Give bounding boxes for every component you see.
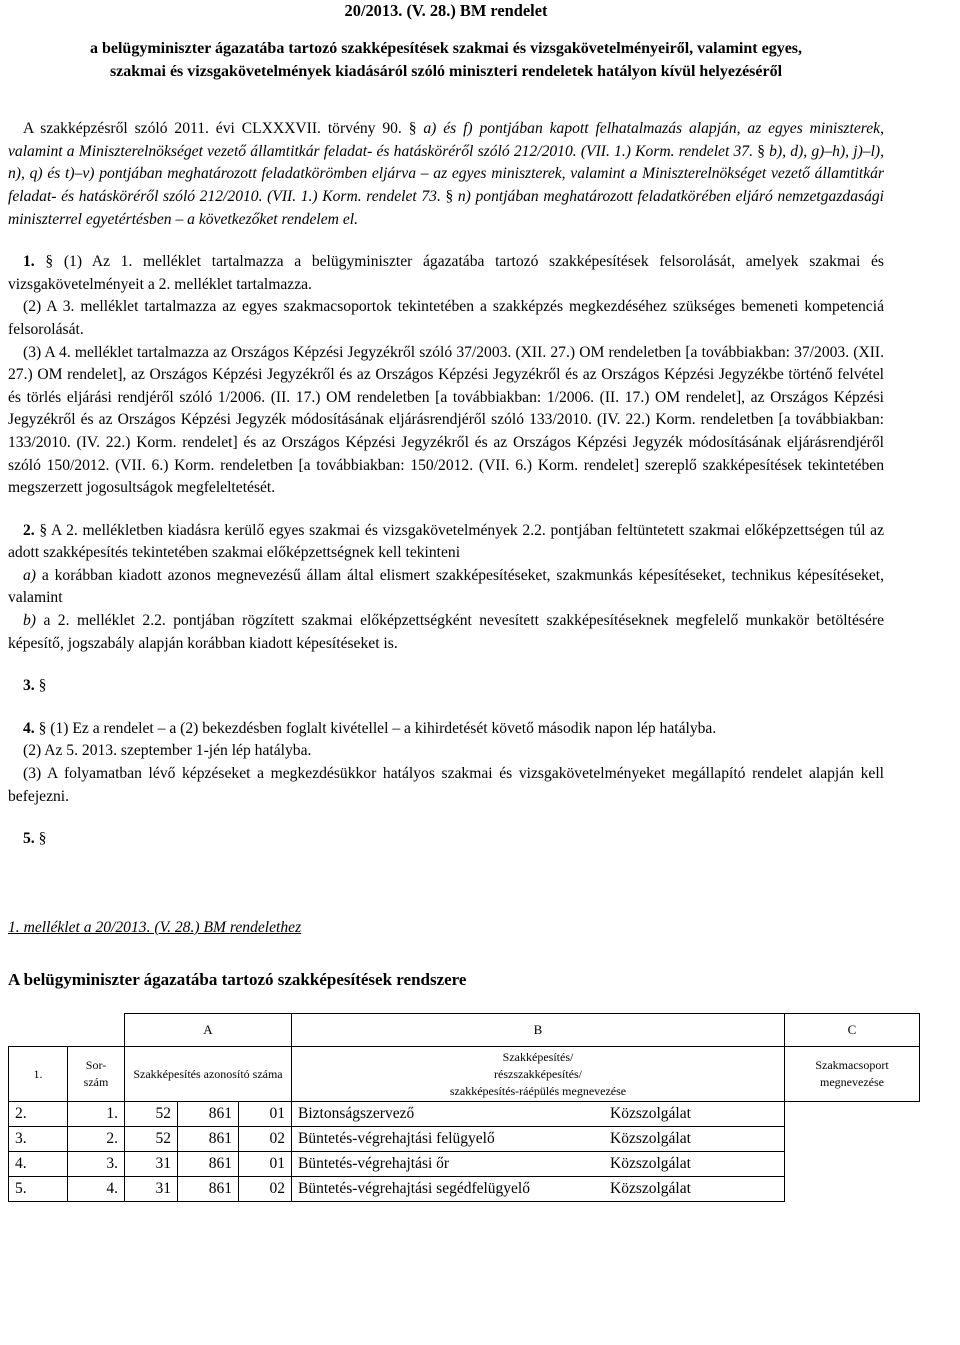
section-1-text-1: (1) Az 1. melléklet tartalmazza a belügyminiszter ágazatába tartozó szakképesítések felsorolását, amelyek szakmai és vizsgakövetelményeit a 2. melléklet tartalmazza. (8, 253, 884, 293)
document-page (8, 0, 889, 1202)
section-1-paragraph-2: (2) A 3. melléklet tartalmazza az egyes szakmacsoportok tekintetében a szakképzés megkezdéséhez szükséges bemeneti kompetenciá felsorolását. (8, 298, 884, 338)
id-part-1-cell: 52 (125, 1127, 178, 1152)
sorszam-cell: 2. (68, 1127, 125, 1152)
section-4-text-1: (1) Ez a rendelet – a (2) bekezdésben foglalt kivétellel – a kihirdetését követő második napon lép hatályba. (46, 719, 717, 737)
section-sign-link[interactable]: § (38, 677, 47, 695)
table-header-row (9, 1047, 920, 1102)
group-name-cell: Közszolgálat (604, 1127, 785, 1152)
id-part-3-cell: 02 (239, 1177, 292, 1202)
id-part-1-cell: 31 (125, 1177, 178, 1202)
id-part-2-cell: 861 (178, 1102, 239, 1127)
section-1-paragraph-1 (8, 251, 884, 296)
section-4-paragraph-2: (2) Az 5. 2013. szeptember 1-jén lép hatályba. (23, 742, 312, 760)
section-5-number: 5. (23, 830, 35, 848)
annex-link[interactable]: 1. melléklet a 20/2013. (V. 28.) BM rendelethez (8, 918, 302, 936)
section-sign-link[interactable]: § (408, 120, 417, 138)
qualification-name-cell: Büntetés-végrehajtási segédfelügyelő (292, 1177, 605, 1202)
section-2-point-b (8, 610, 884, 655)
section-2-text: A 2. mellékletben kiadásra kerülő egyes szakmai és vizsgakövetelmények 2.2. pontjában feltüntetett szakmai előképzettségen túl az adott szakképesítés tekintetében szakmai előképzettségnek kell tekinteni (8, 521, 884, 562)
qualification-name-cell: Büntetés-végrehajtási őr (292, 1152, 605, 1177)
id-part-2-cell: 861 (178, 1152, 239, 1177)
id-part-3-cell: 02 (239, 1127, 292, 1152)
table-body (9, 1102, 920, 1202)
preamble-paragraph (8, 118, 884, 231)
section-sign-link[interactable]: § (39, 521, 48, 539)
id-part-2-cell: 861 (178, 1127, 239, 1152)
row-number-cell: 4. (9, 1152, 68, 1177)
preamble-text-2: a) és f) pontjában kapott felhatalmazás alapján, az egyes miniszterek, valamint a Miniszterelnökséget vezető államtitkár feladat- és hatásköréről szóló 212/2010. (VII. 1.) Korm. rendelet 37. (8, 120, 884, 160)
preamble-text-4: n) pontjában meghatározott feladatkörében eljáró nemzetgazdasági miniszterrel egyetértésben – a következőket rendelem el. (8, 187, 884, 228)
sorszam-cell: 1. (68, 1102, 125, 1127)
id-part-2-cell: 861 (178, 1177, 239, 1202)
section-sign-link[interactable]: § (445, 187, 454, 205)
id-part-1-cell: 52 (125, 1102, 178, 1127)
preamble-text-1: A szakképzésről szóló 2011. évi CLXXXVII. törvény 90. (23, 120, 402, 138)
section-4-number: 4. (23, 719, 35, 737)
table-row (9, 1102, 920, 1127)
section-3-paragraph (8, 675, 884, 698)
section-1-paragraph-3: (3) A 4. melléklet tartalmazza az Országos Képzési Jegyzékről szóló 37/2003. (XII. 27.) OM rendeletben [a továbbiakban: 37/2003. (XII. 27.) OM rendelet], az Országos Képzési Jegyzékről és az Országos Képzési Jegyzékről és az Országos Képzési Jegyzékbe történő felvétel és törlés eljárási rendjéről szóló 1/2006. (II. 17.) OM rendeletben [a továbbiakban: 1/2006. (II. 17.) OM rendelet], az Országos Képzési Jegyzékről és az Országos Képzési Jegyzék módosításának eljárásrendjéről szóló 133/2010. (IV. 22.) Korm. rendeletben [a továbbiakban: 133/2010. (IV. 22.) Korm. rendelet] és az Országos Képzési Jegyzékről és az Országos Képzési Jegyzék módosításának eljárásrendjéről szóló 150/2012. (VII. 6.) Korm. rendeletben [a továbbiakban: 150/2012. (VII. 6.) Korm. rendelet] szereplő szakképesítések tekintetében megszerzett jogosultságok megfeleltetését. (8, 343, 884, 497)
section-2-number: 2. (23, 521, 35, 539)
section-sign-link[interactable]: § (757, 142, 765, 160)
section-5-paragraph (8, 828, 884, 851)
group-name-cell: Közszolgálat (604, 1152, 785, 1177)
point-b-text: a 2. melléklet 2.2. pontjában rögzített szakmai előképzettségként nevesített szakképesítéseknek megfelelő munkakör betöltésére képesítő, jogszabály alapján korábban kiadott képesítéseket is. (8, 612, 884, 652)
table-row (9, 1127, 920, 1152)
column-letter-b: B (292, 1014, 785, 1047)
section-4-paragraph-3: (3) A folyamatban lévő képzéseket a megkezdésükkor hatályos szakmai és vizsgakövetelményeket megállapító rendelet alapján kell befejezni. (8, 765, 884, 805)
document-title: 20/2013. (V. 28.) BM rendelet (344, 1, 548, 20)
qualification-name-cell: Büntetés-végrehajtási felügyelő (292, 1127, 605, 1152)
point-a-text: a korábban kiadott azonos megnevezésű állam által elismert szakképesítéseket, szakmunkás képesítéseket, technikus képesítéseket, valamint (8, 566, 884, 607)
header-sorszam: Sor- szám (68, 1047, 125, 1102)
point-b-label: b) (23, 612, 36, 630)
sorszam-cell: 3. (68, 1152, 125, 1177)
point-a-label: a) (23, 566, 36, 584)
header-szakmacsoport: Szakmacsoport megnevezése (785, 1047, 920, 1102)
header-row-number: 1. (9, 1047, 68, 1102)
id-part-1-cell: 31 (125, 1152, 178, 1177)
column-letter-a: A (125, 1014, 292, 1047)
section-sign-link[interactable]: § (38, 719, 47, 737)
annex-title: A belügyminiszter ágazatába tartozó szakképesítések rendszere (8, 970, 467, 990)
header-megnevezes: Szakképesítés/ részszakképesítés/ szakképesítés-ráépülés megnevezése (292, 1047, 785, 1102)
qualifications-table (8, 1013, 920, 1202)
group-name-cell: Közszolgálat (604, 1102, 785, 1127)
row-number-cell: 2. (9, 1102, 68, 1127)
section-4-paragraph-1 (8, 718, 884, 741)
header-azonosito: Szakképesítés azonosító száma (125, 1047, 292, 1102)
table-column-letters-row (9, 1014, 920, 1047)
document-subtitle (8, 38, 884, 83)
section-2-paragraph-1 (8, 520, 884, 565)
group-name-cell: Közszolgálat (604, 1177, 785, 1202)
sorszam-cell: 4. (68, 1177, 125, 1202)
table-row (9, 1152, 920, 1177)
id-part-3-cell: 01 (239, 1102, 292, 1127)
preamble-text-3: b), d), g)–h), j)–l), n), q) és t)–v) pontjában meghatározott feladatkörömben eljárva – az egyes miniszterek, valamint a Miniszterelnökséget vezető államtitkár feladat- és hatásköréről szóló 212/2010. (VII. 1.) Korm. rendelet 73. (8, 142, 884, 205)
subtitle-line-1: a belügyminiszter ágazatába tartozó szakképesítések szakmai és vizsgakövetelményeiről, valamint egyes, (89, 40, 803, 57)
column-letter-c: C (785, 1014, 920, 1047)
row-number-cell: 5. (9, 1177, 68, 1202)
row-number-cell: 3. (9, 1127, 68, 1152)
section-sign-link[interactable]: § (38, 830, 47, 848)
id-part-3-cell: 01 (239, 1152, 292, 1177)
section-2-point-a (8, 565, 884, 610)
qualification-name-cell: Biztonságszervező (292, 1102, 605, 1127)
section-sign-link[interactable]: § (45, 253, 54, 271)
table-row (9, 1177, 920, 1202)
subtitle-line-2: szakmai és vizsgakövetelmények kiadásáról szóló miniszteri rendeletek hatályon kívül helyezéséről (109, 62, 783, 80)
section-3-number: 3. (23, 677, 35, 695)
section-1-number: 1. (23, 253, 35, 271)
